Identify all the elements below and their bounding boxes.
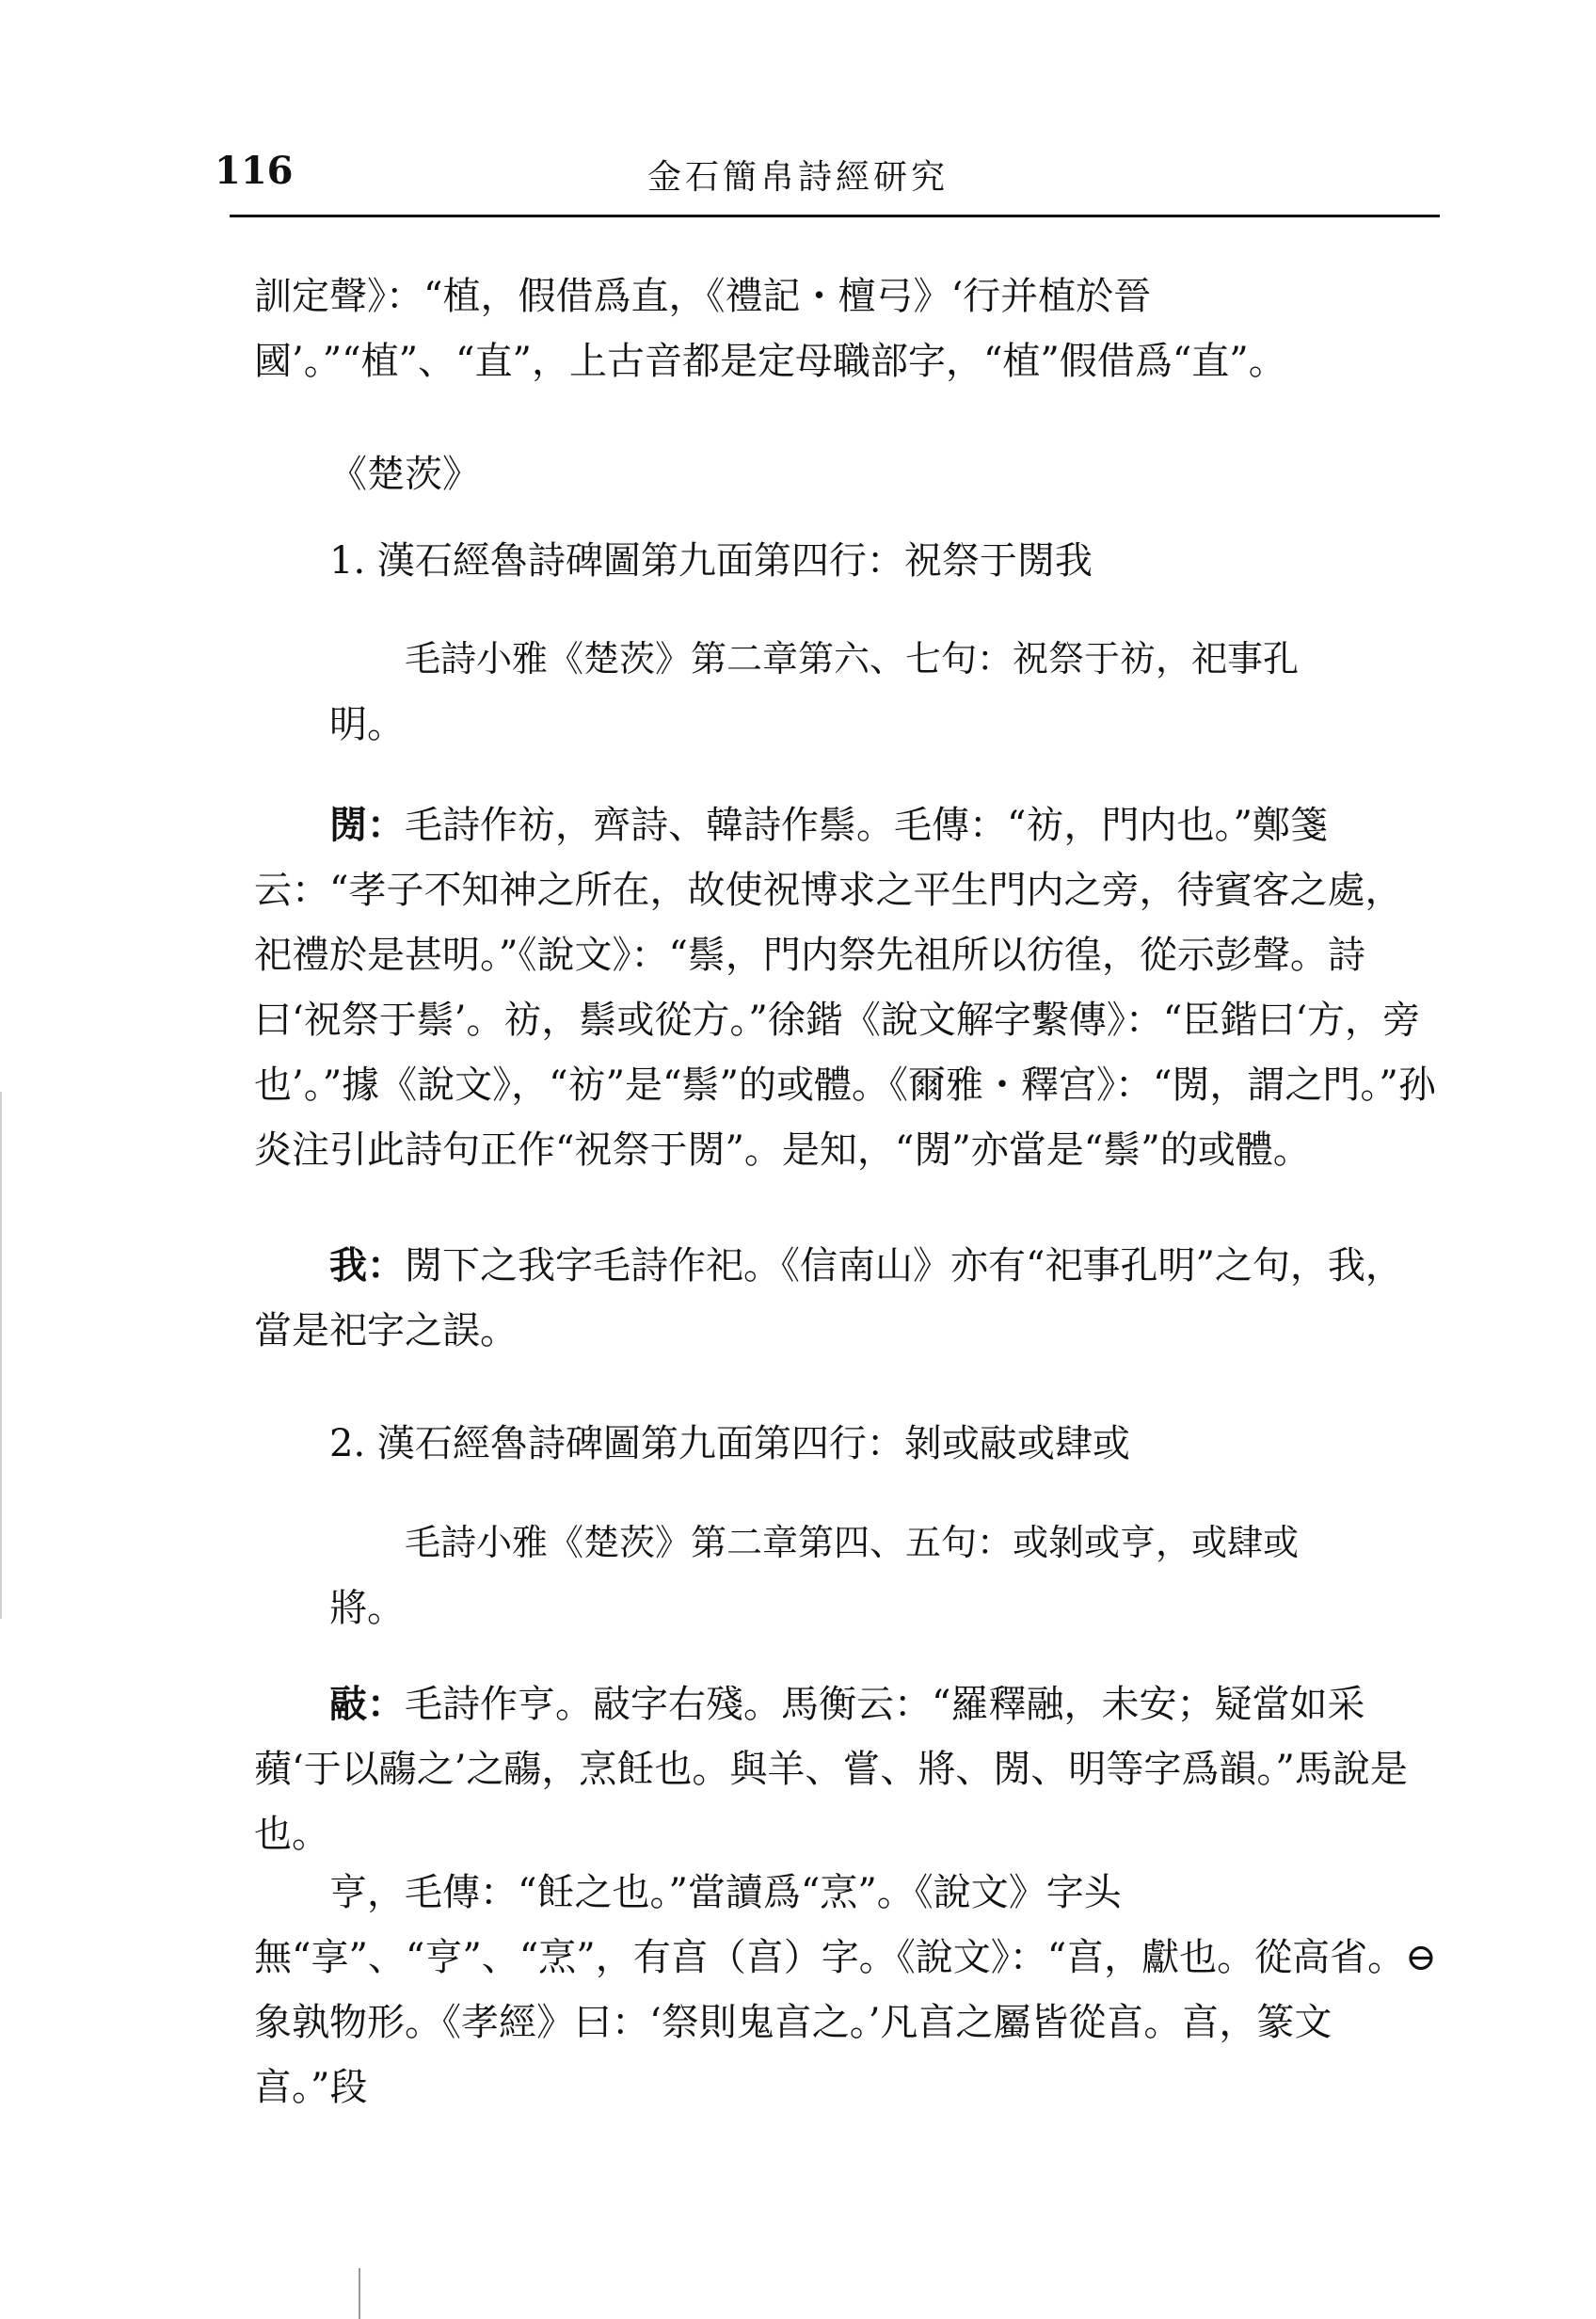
- item2-note-1-term: 䰙：: [329, 1682, 405, 1726]
- item1-note-1-text: 毛詩作祊，齊詩、韓詩作鬃。毛傳：“祊，門内也。”鄭箋云：“孝子不知神之所在，故使祝博求之平生門内之旁，待賓客之處，祀禮於是甚明。”《說文》：“鬃，門内祭先祖所以彷徨，從示彭聲。詩曰‘祝祭于鬃’。祊，鬃或從方。”徐鍇《說文解字繫傳》：“臣鍇曰‘方，旁也’。”據《說文》，“祊”是“鬃”的或體。《爾雅・釋宫》：“閍，謂之門。”孙炎注引此詩句正作“祝祭于閍”。是知，“閍”亦當是“鬃”的或體。: [254, 804, 1436, 1172]
- item1-heading: 1. 漢石經魯詩碑圖第九面第四行：祝祭于閍我: [329, 539, 1093, 583]
- item1-note-1-term: 閍：: [329, 803, 405, 847]
- section-title: 《楚茨》: [329, 453, 480, 496]
- item1-note-2: [254, 1233, 1440, 1364]
- item1-note-1: [254, 792, 1440, 1183]
- running-title: 金石簡帛詩經研究: [646, 158, 949, 197]
- scan-margin-line: [0, 1092, 2, 1619]
- item2-note-1-text: 毛詩作亨。䰙字右殘。馬衡云：“羅釋融，未安；疑當如采蘋‘于以鬺之’之鬺，烹飪也。與羊、嘗、將、閍、明等字爲韻。”馬說是也。: [254, 1683, 1408, 1856]
- item1-quote-cont: 明。: [329, 703, 405, 746]
- item1-note-2-term: 我：: [329, 1243, 405, 1287]
- item2-note-1: [254, 1671, 1440, 1867]
- item1-quote: 毛詩小雅《楚茨》第二章第六、七句：祝祭于祊，祀事孔: [405, 638, 1300, 680]
- header-rule: [230, 215, 1440, 217]
- item2-note-2: 亨，毛傳：“飪之也。”當讀爲“烹”。《說文》字头無“享”、“亨”、“烹”，有亯（亯）字。《說文》：“亯，獻也。從高省。⊖象孰物形。《孝經》曰：‘祭則鬼亯之。’凡亯之屬皆從亯。亯，篆文亯。”段: [254, 1871, 1437, 2109]
- scan-bottom-mark: [359, 2268, 360, 2319]
- item2-heading: 2. 漢石經魯詩碑圖第九面第四行：剝或䰙或肆或: [329, 1422, 1130, 1465]
- continued-paragraph: 訓定聲》：“植，假借爲直，《禮記・檀弓》‘行并植於晉國’。”“植”、“直”，上古音都是定母職部字，“植”假借爲“直”。: [254, 275, 1286, 383]
- item1-note-2-text: 閍下之我字毛詩作祀。《信南山》亦有“祀事孔明”之句，我，當是祀字之誤。: [254, 1244, 1403, 1352]
- item2-quote: 毛詩小雅《楚茨》第二章第四、五句：或剝或亨，或肆或: [405, 1522, 1300, 1563]
- page-number: 116: [215, 149, 294, 193]
- item2-quote-cont: 將。: [329, 1587, 405, 1630]
